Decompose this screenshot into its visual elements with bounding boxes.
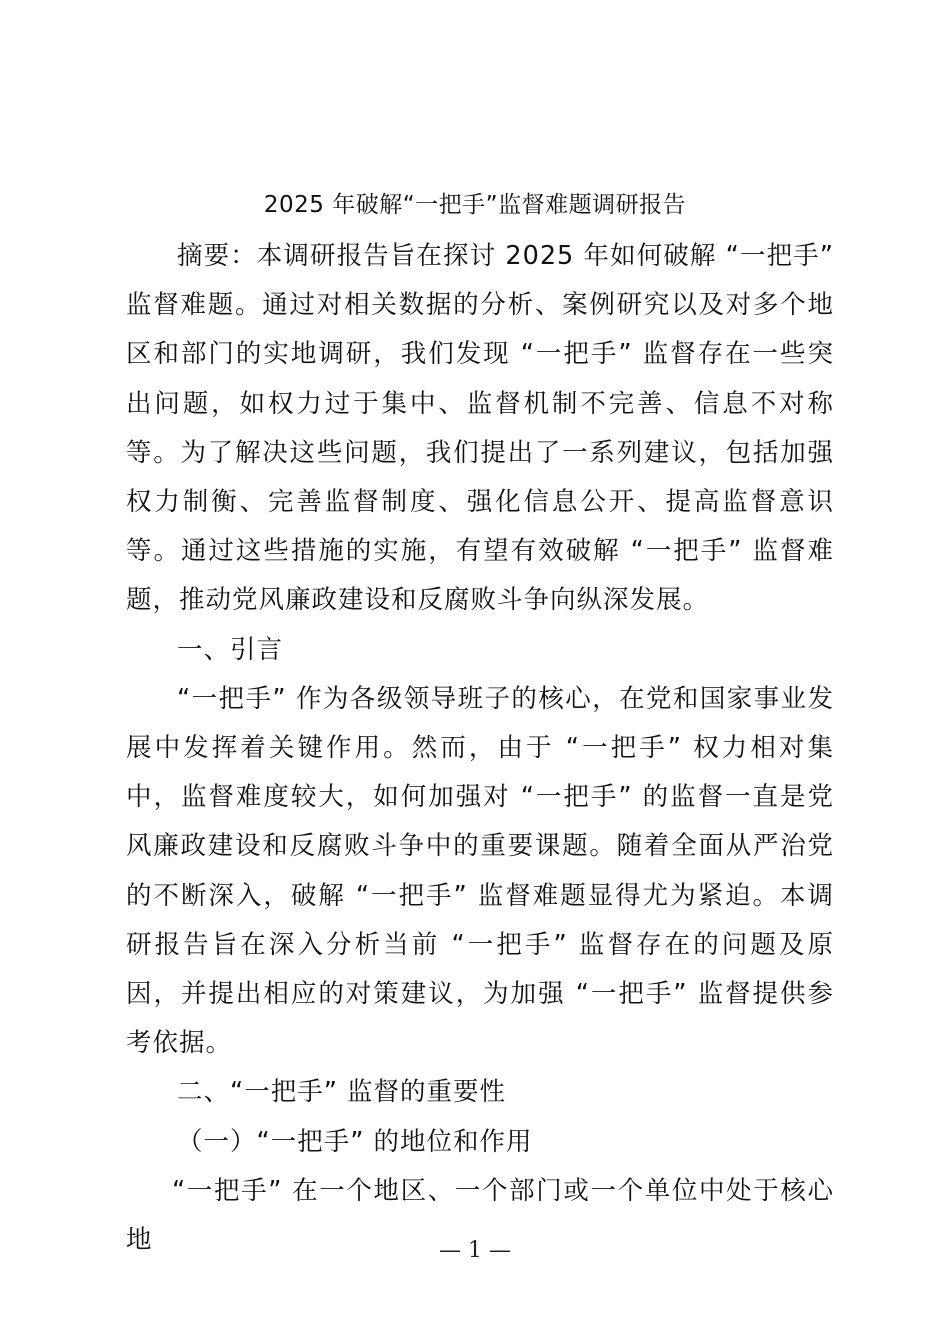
section-heading-introduction: 一、引言 (177, 634, 284, 665)
document-body (126, 232, 834, 1265)
introduction-paragraph: “一把手” 作为各级领导班子的核心，在党和国家事业发展中发挥着关键作用。然而，由于 “一把手” 权力相对集中，监督难度较大，如何加强对 “一把手” 的监督一直是党风廉政建设和反腐败斗争中的重要课题。随着全面从严治党的不断深入，破解 “一把手” 监督难题显得尤为紧迫。本调研报告旨在深入分析当前 “一把手” 监督存在的问题及原因，并提出相应的对策建议，为加强 “一把手” 监督提供参考依据。 (126, 683, 834, 1059)
page-number: — 1 — (439, 1238, 511, 1263)
subsection-heading-role: （一）“一把手” 的地位和作用 (177, 1126, 533, 1157)
document-title: 2025 年破解“一把手”监督难题调研报告 (263, 192, 687, 218)
abstract-paragraph: 摘要：本调研报告旨在探讨 2025 年如何破解 “一把手” 监督难题。通过对相关数据的分析、案例研究以及对多个地区和部门的实地调研，我们发现 “一把手” 监督存在一些突出问题，如权力过于集中、监督机制不完善、信息不对称等。为了解决这些问题，我们提出了一系列建议，包括加强权力制衡、完善监督制度、强化信息公开、提高监督意识等。通过这些措施的实施，有望有效破解 “一把手” 监督难题，推动党风廉政建设和反腐败斗争向纵深发展。 (126, 241, 834, 616)
body-paragraph: “一把手” 在一个地区、一个部门或一个单位中处于核心地 (126, 1175, 834, 1256)
section-heading-importance: 二、“一把手” 监督的重要性 (177, 1077, 507, 1108)
